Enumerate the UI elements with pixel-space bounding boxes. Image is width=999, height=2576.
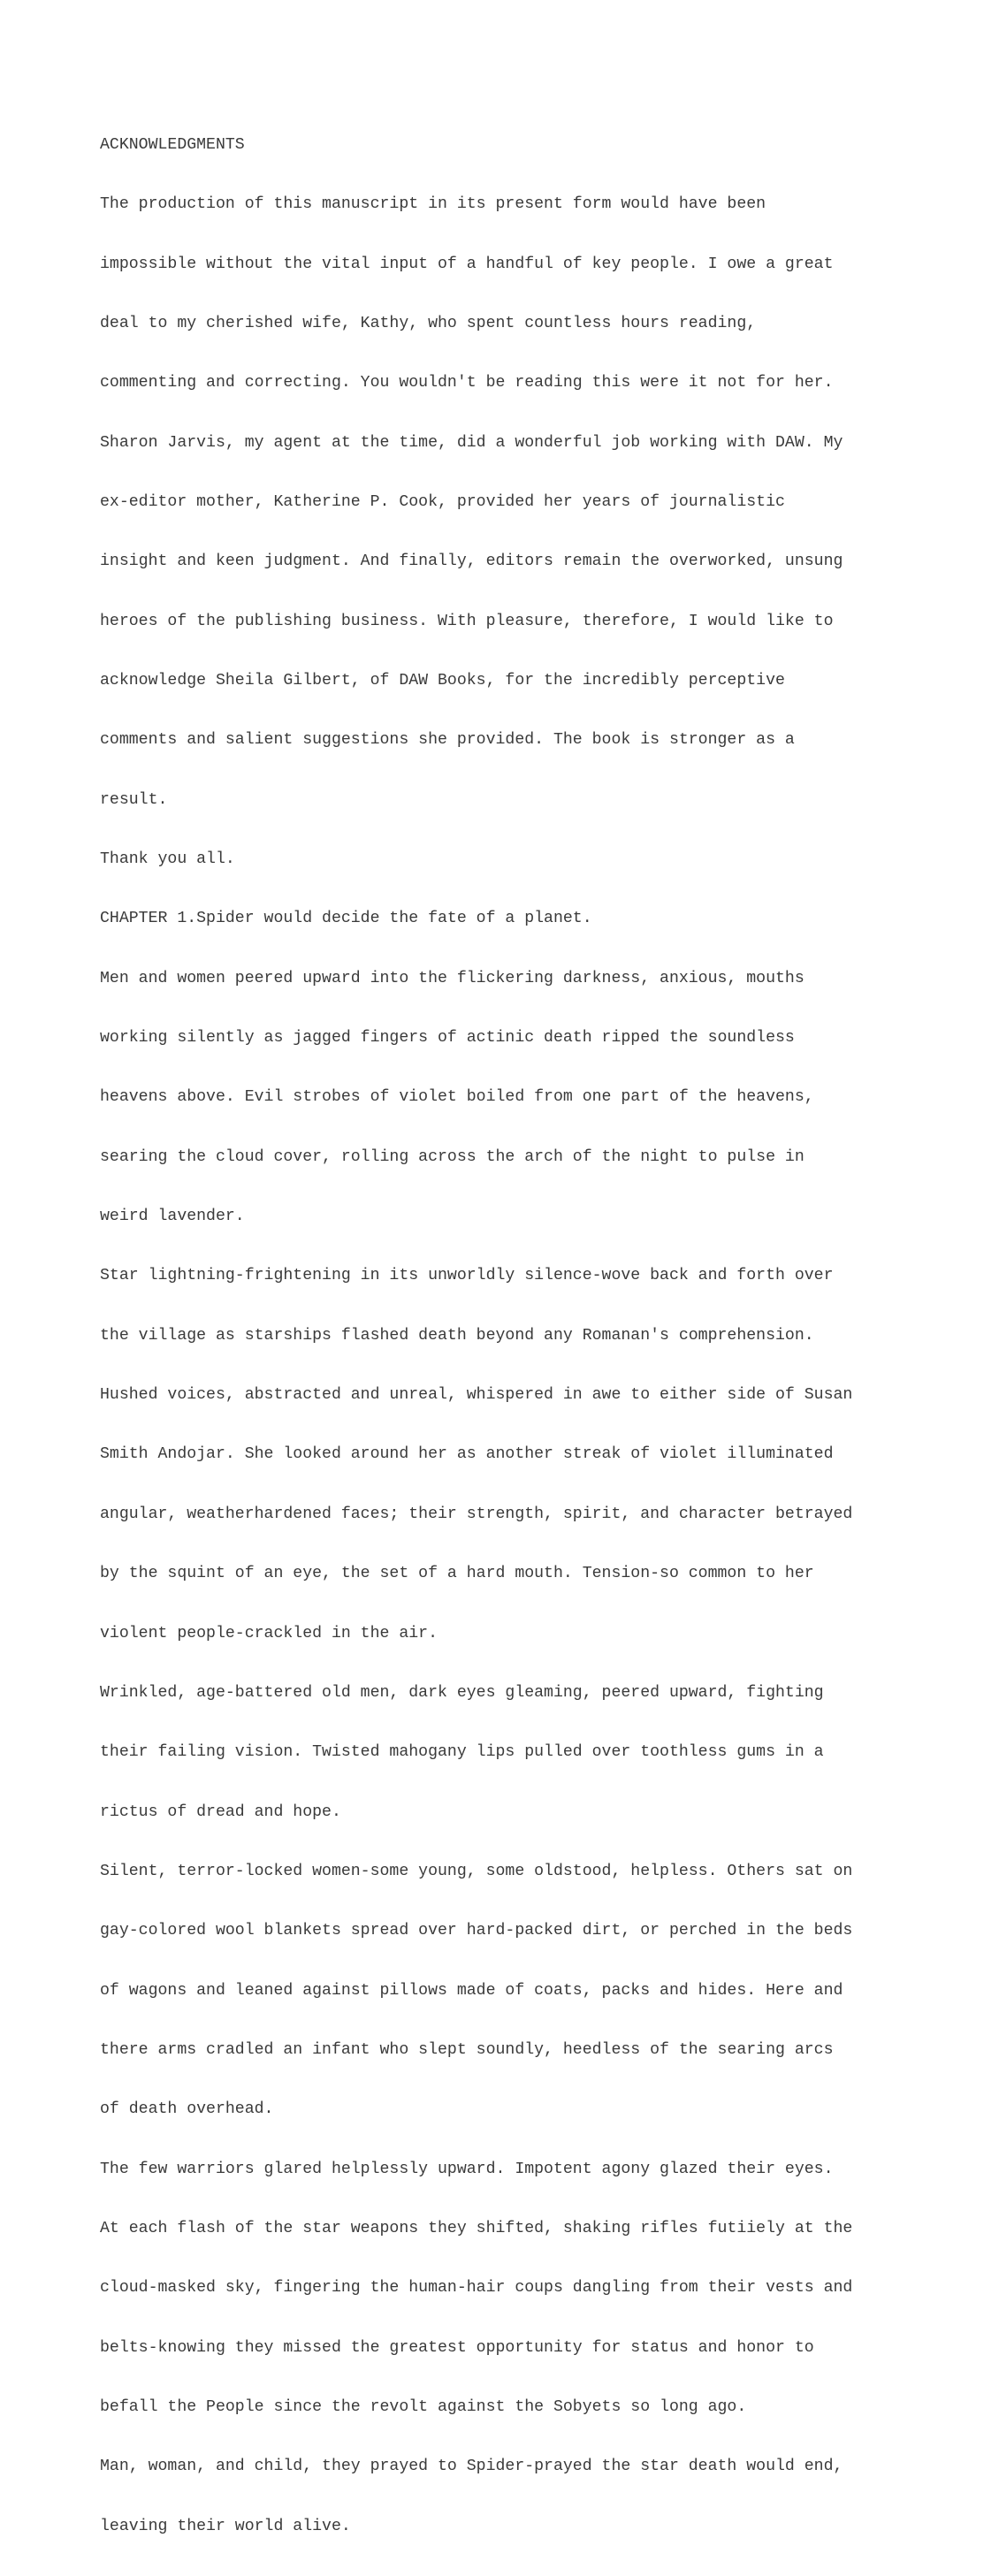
text-line: Man, woman, and child, they prayed to Spider-prayed the star death would end, <box>100 2458 843 2476</box>
text-line: of wagons and leaned against pillows made of coats, packs and hides. Here and <box>100 1981 843 2000</box>
document-text <box>100 95 975 2576</box>
text-line: gay-colored wool blankets spread over hard-packed dirt, or perched in the beds <box>100 1922 853 1940</box>
text-line: befall the People since the revolt against the Sobyets so long ago. <box>100 2397 747 2416</box>
heading-acknowledgments: ACKNOWLEDGMENTS <box>100 135 245 154</box>
text-line: Silent, terror-locked women-some young, some oldstood, helpless. Others sat on <box>100 1862 853 1880</box>
text-line: Thank you all. <box>100 850 235 869</box>
chapter-heading: CHAPTER 1.Spider would decide the fate of a planet. <box>100 910 592 928</box>
text-line: The production of this manuscript in its present form would have been <box>100 195 766 214</box>
text-line: The few warriors glared helplessly upward. Impotent agony glazed their eyes. <box>100 2160 834 2178</box>
text-line: violent people-crackled in the air. <box>100 1624 438 1642</box>
text-line: Star lightning-frightening in its unworldly silence-wove back and forth over <box>100 1267 834 1285</box>
text-line: acknowledge Sheila Gilbert, of DAW Books, for the incredibly perceptive <box>100 672 785 690</box>
text-line: belts-knowing they missed the greatest opportunity for status and honor to <box>100 2338 814 2357</box>
text-line: deal to my cherished wife, Kathy, who spent countless hours reading, <box>100 314 757 332</box>
text-line: working silently as jagged fingers of actinic death ripped the soundless <box>100 1029 795 1048</box>
text-line: commenting and correcting. You wouldn't be reading this were it not for her. <box>100 374 834 392</box>
text-line: comments and salient suggestions she provided. The book is stronger as a <box>100 731 795 750</box>
text-line: weird lavender. <box>100 1208 245 1226</box>
text-line: Men and women peered upward into the flickering darkness, anxious, mouths <box>100 969 805 987</box>
text-line: impossible without the vital input of a handful of key people. I owe a great <box>100 255 834 273</box>
text-line: by the squint of an eye, the set of a hard mouth. Tension-so common to her <box>100 1565 814 1583</box>
text-line: heavens above. Evil strobes of violet boiled from one part of the heavens, <box>100 1088 814 1107</box>
text-line: the village as starships flashed death beyond any Romanan's comprehension. <box>100 1326 814 1345</box>
text-line: angular, weatherhardened faces; their strength, spirit, and character betrayed <box>100 1505 853 1523</box>
text-line: Sharon Jarvis, my agent at the time, did a wonderful job working with DAW. My <box>100 433 843 452</box>
text-line: ex-editor mother, Katherine P. Cook, provided her years of journalistic <box>100 492 785 511</box>
text-line: cloud-masked sky, fingering the human-hair coups dangling from their vests and <box>100 2279 853 2298</box>
text-line: heroes of the publishing business. With pleasure, therefore, I would like to <box>100 612 834 630</box>
text-line: searing the cloud cover, rolling across the arch of the night to pulse in <box>100 1147 805 1166</box>
text-line: of death overhead. <box>100 2100 274 2119</box>
text-line: rictus of dread and hope. <box>100 1802 341 1821</box>
text-line: At each flash of the star weapons they shifted, shaking rifles futiiely at the <box>100 2219 853 2237</box>
text-line: insight and keen judgment. And finally, editors remain the overworked, unsung <box>100 553 843 571</box>
text-line: their failing vision. Twisted mahogany lips pulled over toothless gums in a <box>100 1743 824 1762</box>
text-line: result. <box>100 790 168 809</box>
text-line: leaving their world alive. <box>100 2517 351 2535</box>
text-line: Smith Andojar. She looked around her as another streak of violet illuminated <box>100 1445 834 1464</box>
text-line: Wrinkled, age-battered old men, dark eyes gleaming, peered upward, fighting <box>100 1683 824 1702</box>
text-line: there arms cradled an infant who slept soundly, heedless of the searing arcs <box>100 2040 834 2059</box>
text-line: Hushed voices, abstracted and unreal, whispered in awe to either side of Susan <box>100 1386 853 1405</box>
